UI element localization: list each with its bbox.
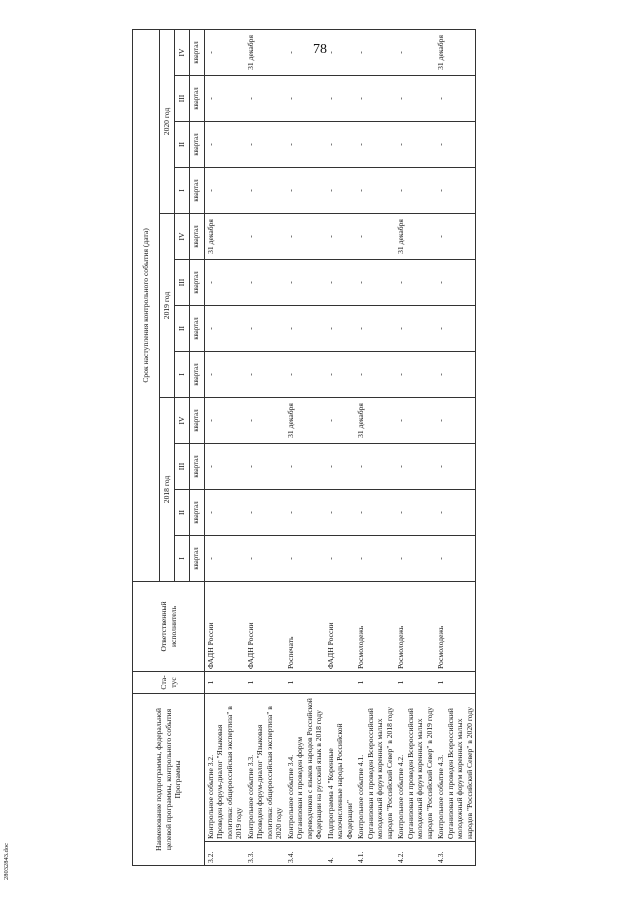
row-quarter-value: - (355, 489, 395, 535)
row-quarter-value: - (285, 443, 325, 489)
table-row (355, 29, 395, 865)
row-quarter-value: - (285, 75, 325, 121)
header-quarter-word: квартал (190, 397, 205, 443)
row-executor: Роспечать (285, 581, 325, 671)
row-number: 3.2. (205, 842, 245, 866)
row-executor: Росмолодежь (395, 581, 435, 671)
row-quarter-value: - (355, 121, 395, 167)
row-quarter-value: - (205, 489, 245, 535)
row-status: 1 (395, 671, 435, 693)
row-quarter-value: - (325, 535, 355, 581)
row-status: 1 (205, 671, 245, 693)
row-quarter-value: - (395, 397, 435, 443)
header-quarter-word: квартал (190, 75, 205, 121)
row-quarter-value: - (325, 121, 355, 167)
row-quarter-value: 31 декабря (435, 29, 475, 75)
row-name: Подпрограмма 4 "Коренные малочисленные народы Российской Федерации" (325, 693, 355, 841)
row-quarter-value: - (435, 489, 475, 535)
row-quarter-value: 31 декабря (205, 213, 245, 259)
row-quarter-value: - (395, 351, 435, 397)
row-quarter-value: - (245, 305, 285, 351)
row-quarter-value: - (205, 305, 245, 351)
row-quarter-value: - (325, 351, 355, 397)
row-status: 1 (435, 671, 475, 693)
row-quarter-value: - (325, 213, 355, 259)
header-quarter-word: квартал (190, 259, 205, 305)
header-quarter-roman: I (175, 535, 190, 581)
row-quarter-value: - (285, 535, 325, 581)
row-quarter-value: - (205, 75, 245, 121)
header-quarter-word: квартал (190, 351, 205, 397)
row-number: 3.4. (285, 842, 325, 866)
page-number: 78 (313, 42, 327, 57)
row-quarter-value: - (355, 213, 395, 259)
row-quarter-value: - (355, 75, 395, 121)
row-quarter-value: - (435, 443, 475, 489)
header-year-2020: 2020 год (160, 29, 175, 213)
row-executor: ФАДН России (205, 581, 245, 671)
row-quarter-value: - (325, 489, 355, 535)
row-quarter-value: - (325, 305, 355, 351)
row-quarter-value: - (325, 259, 355, 305)
row-quarter-value: - (245, 213, 285, 259)
row-quarter-value: - (435, 121, 475, 167)
row-quarter-value: - (245, 121, 285, 167)
row-quarter-value: - (205, 167, 245, 213)
table-row (245, 29, 285, 865)
row-quarter-value: - (395, 305, 435, 351)
row-quarter-value: - (205, 121, 245, 167)
row-quarter-value: 31 декабря (245, 29, 285, 75)
row-quarter-value: - (395, 259, 435, 305)
header-quarter-roman: IV (175, 29, 190, 75)
row-executor: ФАДН России (245, 581, 285, 671)
header-quarter-roman: I (175, 351, 190, 397)
row-status (325, 671, 355, 693)
table-row (435, 29, 475, 865)
row-quarter-value: - (355, 167, 395, 213)
row-quarter-value: - (205, 535, 245, 581)
header-quarter-word: квартал (190, 213, 205, 259)
row-name: Контрольное событие 3.4. Организован и проведен форум переводчиков с языков народов Российской Федерации на русский язык в 2018 году (285, 693, 325, 841)
row-quarter-value: - (325, 75, 355, 121)
row-quarter-value: - (395, 535, 435, 581)
row-quarter-value: - (395, 121, 435, 167)
header-quarter-word: квартал (190, 535, 205, 581)
row-quarter-value: - (245, 167, 285, 213)
row-number: 4.1. (355, 842, 395, 866)
header-quarter-roman: II (175, 305, 190, 351)
row-quarter-value: - (245, 535, 285, 581)
header-quarter-word: квартал (190, 305, 205, 351)
header-name: Наименование подпрограммы, федеральной целевой программы, контрольного события Программы (133, 693, 205, 865)
row-quarter-value: - (395, 29, 435, 75)
row-quarter-value: - (435, 351, 475, 397)
row-quarter-value: - (435, 535, 475, 581)
row-quarter-value: - (285, 121, 325, 167)
row-name: Контрольное событие 3.3. Проведен форум-диалог "Языковая политика: общероссийская экспертиза" в 2020 году (245, 693, 285, 841)
row-number: 3.3. (245, 842, 285, 866)
row-quarter-value: - (245, 75, 285, 121)
header-year-2019: 2019 год (160, 213, 175, 397)
header-quarter-roman: II (175, 121, 190, 167)
row-quarter-value: 31 декабря (355, 397, 395, 443)
table-row (325, 29, 355, 865)
row-quarter-value: - (435, 167, 475, 213)
row-quarter-value: - (355, 305, 395, 351)
header-year-2018: 2018 год (160, 397, 175, 581)
row-quarter-value: - (285, 167, 325, 213)
row-quarter-value: - (395, 75, 435, 121)
row-executor: Росмолодежь (435, 581, 475, 671)
row-quarter-value: - (285, 305, 325, 351)
header-executor: Ответственный исполнитель (133, 581, 205, 671)
row-name: Контрольное событие 4.3. Организован и проведен Всероссийский молодежный форум коренных малых народов "Российский Север" в 2020 году (435, 693, 475, 841)
row-quarter-value: - (325, 397, 355, 443)
row-quarter-value: - (285, 213, 325, 259)
row-status: 1 (285, 671, 325, 693)
header-quarter-roman: I (175, 167, 190, 213)
row-quarter-value: - (325, 29, 355, 75)
row-quarter-value: - (395, 167, 435, 213)
row-number: 4.2. (395, 842, 435, 866)
row-quarter-value: - (395, 443, 435, 489)
row-quarter-value: - (285, 259, 325, 305)
row-quarter-value: - (355, 535, 395, 581)
row-quarter-value: - (245, 259, 285, 305)
table-row (285, 29, 325, 865)
header-status: Ста-тус (133, 671, 205, 693)
row-name: Контрольное событие 4.1. Организован и проведен Всероссийский молодежный форум коренных малых народов "Российский Север" в 2018 году (355, 693, 395, 841)
row-quarter-value: - (435, 397, 475, 443)
row-quarter-value: - (435, 213, 475, 259)
row-name: Контрольное событие 4.2. Организован и проведен Всероссийский молодежный форум коренных малых народов "Российский Север" в 2019 году (395, 693, 435, 841)
row-number: 4.3. (435, 842, 475, 866)
header-quarter-roman: IV (175, 213, 190, 259)
row-quarter-value: - (435, 305, 475, 351)
header-quarter-roman: III (175, 259, 190, 305)
row-quarter-value: - (285, 489, 325, 535)
row-quarter-value: - (355, 29, 395, 75)
row-quarter-value: - (355, 351, 395, 397)
row-quarter-value: 31 декабря (395, 213, 435, 259)
row-quarter-value: - (205, 443, 245, 489)
row-quarter-value: - (355, 259, 395, 305)
table-body (205, 29, 476, 865)
row-quarter-value: - (435, 75, 475, 121)
header-deadline: Срок наступления контрольного события (дата) (133, 29, 160, 581)
row-quarter-value: - (395, 489, 435, 535)
row-quarter-value: - (325, 443, 355, 489)
header-quarter-word: квартал (190, 489, 205, 535)
row-quarter-value: - (245, 489, 285, 535)
control-events-table (132, 29, 476, 866)
row-quarter-value: - (245, 397, 285, 443)
header-quarter-word: квартал (190, 167, 205, 213)
header-quarter-word: квартал (190, 29, 205, 75)
row-quarter-value: - (245, 351, 285, 397)
row-quarter-value: - (205, 351, 245, 397)
row-status: 1 (355, 671, 395, 693)
row-executor: ФАДН России (325, 581, 355, 671)
row-name: Контрольное событие 3.2. Проведен форум-диалог "Языковая политика: общероссийская экспертиза" в 2019 году (205, 693, 245, 841)
row-quarter-value: - (205, 29, 245, 75)
header-quarter-roman: III (175, 75, 190, 121)
row-quarter-value: 31 декабря (285, 397, 325, 443)
row-status: 1 (245, 671, 285, 693)
header-quarter-roman: III (175, 443, 190, 489)
row-quarter-value: - (245, 443, 285, 489)
header-quarter-word: квартал (190, 443, 205, 489)
row-quarter-value: - (285, 29, 325, 75)
row-quarter-value: - (205, 259, 245, 305)
row-quarter-value: - (205, 397, 245, 443)
row-quarter-value: - (355, 443, 395, 489)
table-row (205, 29, 245, 865)
row-executor: Росмолодежь (355, 581, 395, 671)
row-number: 4. (325, 842, 355, 866)
header-quarter-roman: II (175, 489, 190, 535)
header-quarter-roman: IV (175, 397, 190, 443)
rotated-table-container (132, 30, 622, 866)
row-quarter-value: - (435, 259, 475, 305)
row-quarter-value: - (285, 351, 325, 397)
footer-document-reference: 28032843.doc (3, 842, 10, 880)
row-quarter-value: - (325, 167, 355, 213)
header-quarter-word: квартал (190, 121, 205, 167)
table-row (395, 29, 435, 865)
